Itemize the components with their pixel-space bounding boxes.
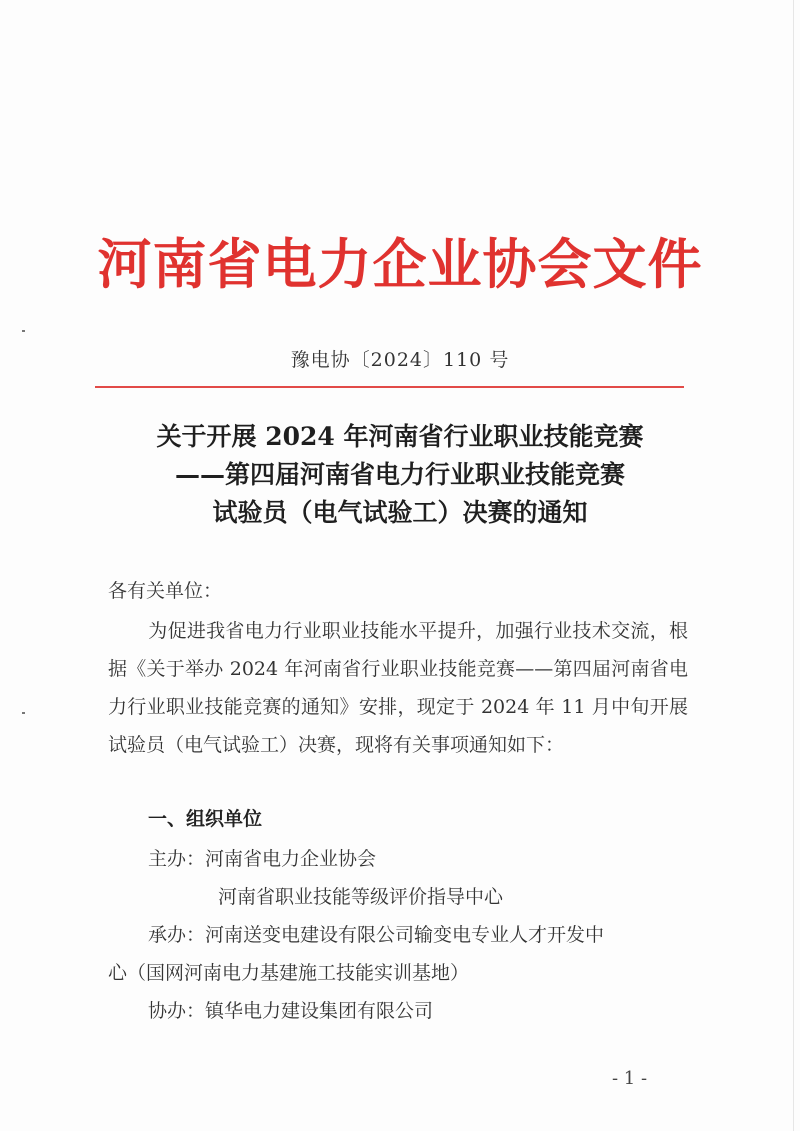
host-line-1: 主办：河南省电力企业协会 — [148, 848, 377, 870]
organizer-line-2: 心（国网河南电力基建施工技能实训基地） — [108, 962, 470, 984]
page-number: - 1 - — [612, 1068, 648, 1089]
section-heading-organizers: 一、组织单位 — [148, 808, 263, 830]
title-line-1: 关于开展 2024 年河南省行业职业技能竞赛 — [156, 422, 644, 451]
notice-title — [60, 418, 740, 532]
intro-paragraph — [108, 612, 688, 764]
scan-speck — [22, 712, 25, 714]
organizer-line-1: 承办：河南送变电建设有限公司输变电专业人才开发中 — [148, 924, 605, 946]
host-line-2: 河南省职业技能等级评价指导中心 — [218, 886, 504, 908]
document-header: 河南省电力企业协会文件 — [97, 232, 703, 296]
scan-speck — [22, 330, 25, 332]
salutation: 各有关单位： — [108, 580, 223, 602]
document-number: 豫电协〔2024〕110 号 — [290, 349, 510, 371]
intro-paragraph-text: 为促进我省电力行业职业技能水平提升，加强行业技术交流，根据《关于举办 2024 年河南省行业职业技能竞赛——第四届河南省电力行业职业技能竞赛的通知》安排，现定于 2024 年 11 月中旬开展试验员（电气试验工）决赛，现将有关事项通知如下： — [108, 620, 688, 756]
title-line-3: 试验员（电气试验工）决赛的通知 — [212, 498, 588, 527]
co-organizer-line: 协办：镇华电力建设集团有限公司 — [148, 1000, 434, 1022]
red-divider-line — [95, 386, 684, 388]
title-line-2: ——第四届河南省电力行业职业技能竞赛 — [174, 460, 625, 489]
page-edge-line — [793, 0, 794, 1131]
